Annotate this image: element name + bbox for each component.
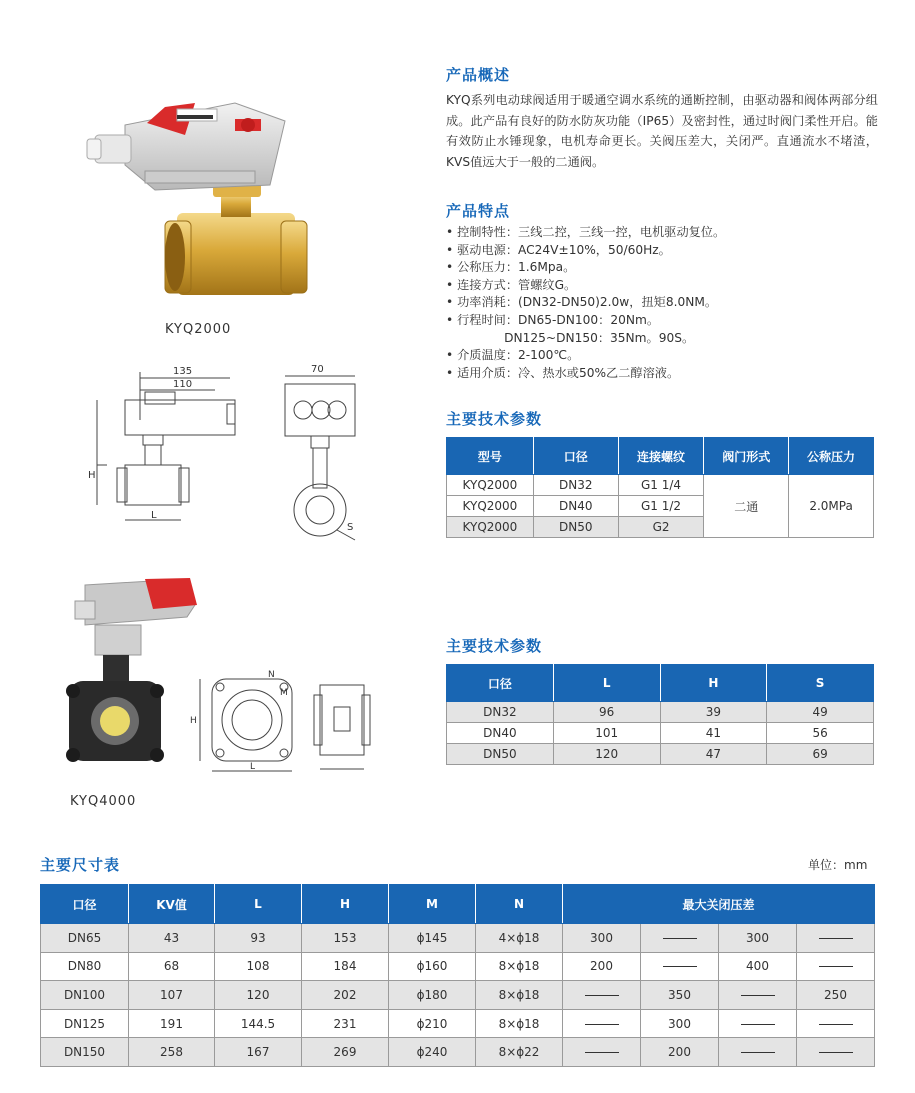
dash-mark bbox=[819, 938, 853, 939]
table3-main-dimensions bbox=[40, 884, 875, 1067]
table-cell: DN40 bbox=[447, 723, 554, 744]
dash-mark bbox=[741, 1024, 775, 1025]
kyq2000-product-photo bbox=[85, 95, 315, 305]
table-cell: KYQ2000 bbox=[447, 496, 534, 517]
table-cell: ϕ210 bbox=[389, 1009, 476, 1038]
table-cell: 56 bbox=[767, 723, 874, 744]
dash-mark bbox=[819, 1052, 853, 1053]
dim2-m-label: M bbox=[280, 688, 288, 698]
table-cell: G1 1/2 bbox=[618, 496, 704, 517]
dash-mark bbox=[663, 966, 697, 967]
table-cell: 400 bbox=[719, 952, 797, 981]
table-cell bbox=[719, 1038, 797, 1067]
dash-mark bbox=[819, 966, 853, 967]
table-row bbox=[447, 723, 874, 744]
table-cell: 39 bbox=[660, 702, 767, 723]
kyq4000-caption: KYQ4000 bbox=[70, 794, 137, 809]
dim2-l-label: L bbox=[250, 762, 256, 772]
table-cell bbox=[797, 1009, 875, 1038]
table-cell: 231 bbox=[302, 1009, 389, 1038]
table1-header: 型号 bbox=[447, 438, 534, 475]
table-cell: DN150 bbox=[41, 1038, 129, 1067]
table-cell: ϕ160 bbox=[389, 952, 476, 981]
table-cell: G2 bbox=[618, 517, 704, 538]
table-cell: 49 bbox=[767, 702, 874, 723]
feature-item: • 公称压力：1.6Mpa。 bbox=[446, 260, 576, 275]
table-cell: ϕ145 bbox=[389, 924, 476, 953]
kyq2000-caption: KYQ2000 bbox=[165, 322, 232, 337]
table3-header: N bbox=[476, 885, 563, 924]
table-cell: 153 bbox=[302, 924, 389, 953]
features-title: 产品特点 bbox=[446, 202, 511, 220]
table-cell: DN50 bbox=[447, 744, 554, 765]
nominal-pressure-cell: 2.0MPa bbox=[789, 475, 874, 538]
feature-item: • 控制特性：三线二控，三线一控，电机驱动复位。 bbox=[446, 225, 726, 239]
dash-mark bbox=[663, 938, 697, 939]
table-cell bbox=[797, 952, 875, 981]
overview-text: KYQ系列电动球阀适用于暖通空调水系统的通断控制，由驱动器和阀体两部分组成。此产品有良好的防水防灰功能（IP65）及密封性，通过时阀门柔性开启。能有效防止水锤现象，电机寿命更长。关阀压差大，关闭严。直通流水不堵渣，KVS值远大于一般的二通阀。 bbox=[446, 93, 878, 169]
table-cell bbox=[797, 924, 875, 953]
table2-dimensions bbox=[446, 664, 874, 765]
table-cell: 269 bbox=[302, 1038, 389, 1067]
table-cell: 8×ϕ18 bbox=[476, 952, 563, 981]
table2-header: L bbox=[553, 665, 660, 702]
dash-mark bbox=[741, 1052, 775, 1053]
table-cell: 350 bbox=[641, 981, 719, 1010]
table-cell: 108 bbox=[215, 952, 302, 981]
table-cell: 107 bbox=[129, 981, 215, 1010]
table-cell: 93 bbox=[215, 924, 302, 953]
unit-label: 单位：mm bbox=[808, 858, 868, 872]
table-cell: ϕ240 bbox=[389, 1038, 476, 1067]
feature-item: • 适用介质：冷、热水或50%乙二醇溶液。 bbox=[446, 365, 680, 380]
kyq2000-technical-drawing bbox=[85, 360, 375, 550]
feature-item: • 介质温度：2-100℃。 bbox=[446, 348, 580, 363]
dash-mark bbox=[819, 1024, 853, 1025]
table3-header: H bbox=[302, 885, 389, 924]
table-cell: DN125 bbox=[41, 1009, 129, 1038]
table-cell: KYQ2000 bbox=[447, 517, 534, 538]
table-row bbox=[41, 981, 875, 1010]
table-row bbox=[41, 1038, 875, 1067]
table-cell: DN32 bbox=[447, 702, 554, 723]
table-cell: KYQ2000 bbox=[447, 475, 534, 496]
table-cell bbox=[797, 1038, 875, 1067]
dim2-n-label: N bbox=[268, 670, 275, 680]
features-list bbox=[446, 224, 886, 382]
table-cell: 4×ϕ18 bbox=[476, 924, 563, 953]
table3-header: 口径 bbox=[41, 885, 129, 924]
table3-header: KV值 bbox=[129, 885, 215, 924]
table-cell: 191 bbox=[129, 1009, 215, 1038]
dash-mark bbox=[585, 1052, 619, 1053]
table-cell: 41 bbox=[660, 723, 767, 744]
dim-l-label: L bbox=[151, 510, 157, 521]
table-cell bbox=[719, 1009, 797, 1038]
table-row bbox=[447, 475, 874, 496]
feature-item: • 行程时间：DN65-DN100：20Nm。 bbox=[446, 312, 660, 327]
dim-s-label: S bbox=[347, 522, 354, 533]
table-cell: DN100 bbox=[41, 981, 129, 1010]
table-cell: 258 bbox=[129, 1038, 215, 1067]
table-cell: 202 bbox=[302, 981, 389, 1010]
table-cell: 250 bbox=[797, 981, 875, 1010]
table3-title: 主要尺寸表 bbox=[40, 856, 121, 874]
kyq4000-technical-drawing bbox=[190, 665, 385, 780]
dash-mark bbox=[741, 995, 775, 996]
table-cell: 167 bbox=[215, 1038, 302, 1067]
table-cell: 68 bbox=[129, 952, 215, 981]
table-row bbox=[41, 924, 875, 953]
table3-header: L bbox=[215, 885, 302, 924]
table-cell: 184 bbox=[302, 952, 389, 981]
table1-tech-params bbox=[446, 437, 874, 538]
table-cell bbox=[641, 924, 719, 953]
table-cell: 120 bbox=[553, 744, 660, 765]
table-cell: 8×ϕ22 bbox=[476, 1038, 563, 1067]
table3-header: 最大关闭压差 bbox=[563, 885, 875, 924]
table-cell: DN40 bbox=[533, 496, 618, 517]
table-cell: 144.5 bbox=[215, 1009, 302, 1038]
table-cell: 300 bbox=[641, 1009, 719, 1038]
table-cell bbox=[719, 981, 797, 1010]
table-cell: 69 bbox=[767, 744, 874, 765]
table1-header: 口径 bbox=[533, 438, 618, 475]
table2-title: 主要技术参数 bbox=[446, 637, 543, 655]
table-row bbox=[447, 702, 874, 723]
dim2-h-label: H bbox=[190, 716, 197, 726]
overview-title: 产品概述 bbox=[446, 66, 511, 84]
dim-135-label: 135 bbox=[173, 366, 193, 377]
table-cell: DN32 bbox=[533, 475, 618, 496]
table-cell: 300 bbox=[719, 924, 797, 953]
feature-item: DN125~DN150：35Nm。90S。 bbox=[446, 330, 695, 345]
table-cell: 96 bbox=[553, 702, 660, 723]
table-cell bbox=[641, 952, 719, 981]
table-cell: 120 bbox=[215, 981, 302, 1010]
table1-header: 公称压力 bbox=[789, 438, 874, 475]
table-row bbox=[41, 1009, 875, 1038]
table-cell: 8×ϕ18 bbox=[476, 1009, 563, 1038]
dash-mark bbox=[585, 1024, 619, 1025]
table-cell: ϕ180 bbox=[389, 981, 476, 1010]
dim-h-label: H bbox=[88, 470, 96, 481]
table-cell bbox=[563, 1009, 641, 1038]
table3-header: M bbox=[389, 885, 476, 924]
table-cell: DN50 bbox=[533, 517, 618, 538]
table2-header: S bbox=[767, 665, 874, 702]
dash-mark bbox=[585, 995, 619, 996]
feature-item: • 驱动电源：AC24V±10%，50/60Hz。 bbox=[446, 242, 671, 257]
dim-70-label: 70 bbox=[311, 364, 324, 375]
table1-header: 阀门形式 bbox=[704, 438, 789, 475]
table-row bbox=[41, 952, 875, 981]
table-cell bbox=[563, 981, 641, 1010]
dim-110-label: 110 bbox=[173, 379, 193, 390]
valve-form-cell: 二通 bbox=[704, 475, 789, 538]
table-cell: 200 bbox=[641, 1038, 719, 1067]
table-cell: DN65 bbox=[41, 924, 129, 953]
table-cell: 47 bbox=[660, 744, 767, 765]
table-cell: 43 bbox=[129, 924, 215, 953]
table-cell: G1 1/4 bbox=[618, 475, 704, 496]
table-cell: 101 bbox=[553, 723, 660, 744]
table2-header: 口径 bbox=[447, 665, 554, 702]
feature-item: • 功率消耗：(DN32-DN50)2.0w，扭矩8.0NM。 bbox=[446, 295, 718, 310]
table-cell: 300 bbox=[563, 924, 641, 953]
table1-header: 连接螺纹 bbox=[618, 438, 704, 475]
table-row bbox=[447, 744, 874, 765]
table-cell: DN80 bbox=[41, 952, 129, 981]
table2-header: H bbox=[660, 665, 767, 702]
table1-title: 主要技术参数 bbox=[446, 410, 543, 428]
table-cell: 8×ϕ18 bbox=[476, 981, 563, 1010]
feature-item: • 连接方式：管螺纹G。 bbox=[446, 277, 577, 292]
table-cell: 200 bbox=[563, 952, 641, 981]
table-cell bbox=[563, 1038, 641, 1067]
